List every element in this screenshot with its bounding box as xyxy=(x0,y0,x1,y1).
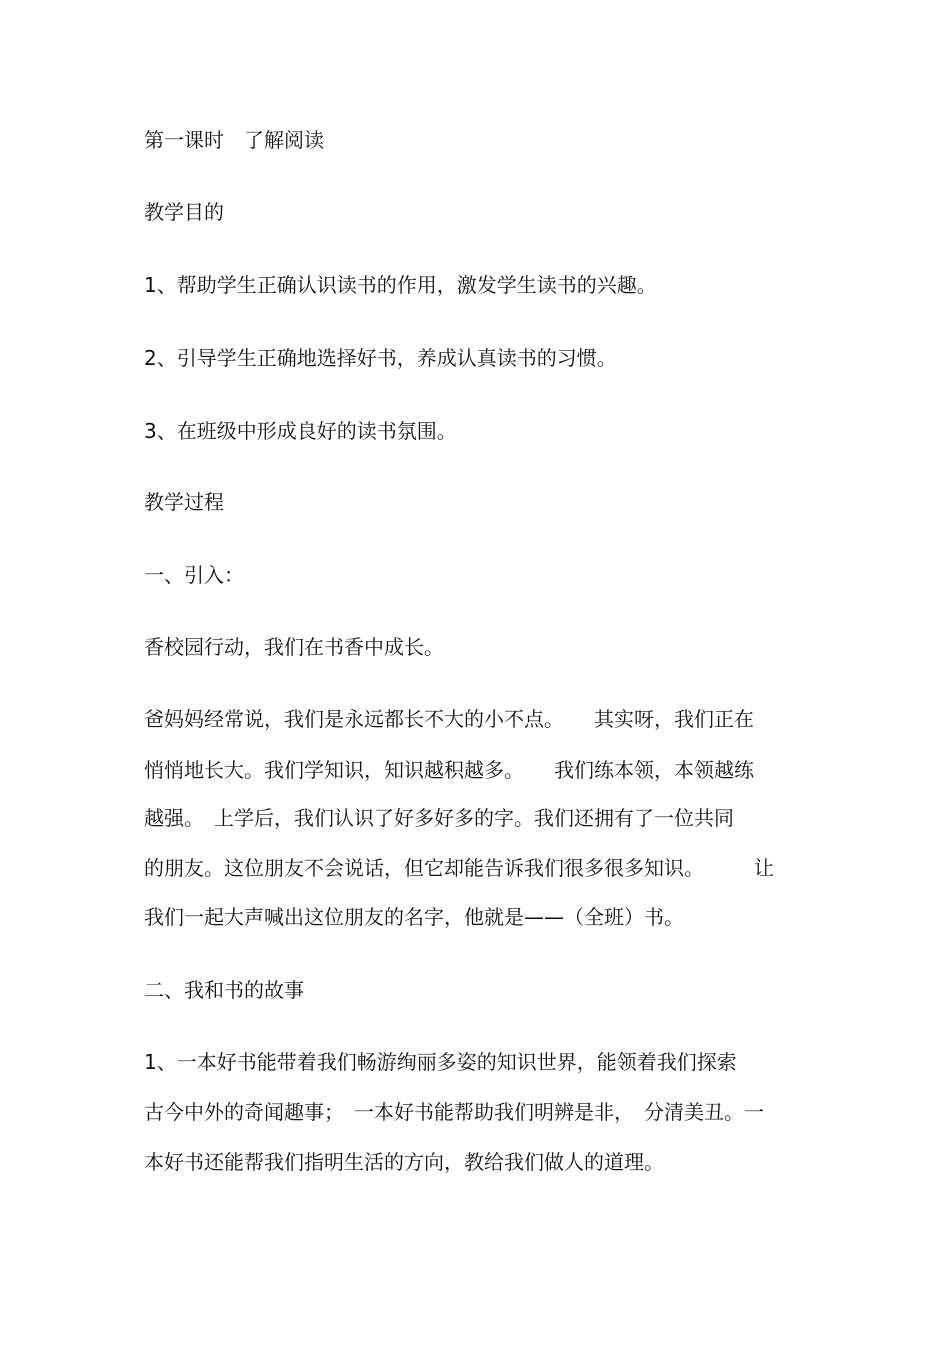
section1-intro: 香校园行动，我们在书香中成长。 xyxy=(144,635,444,659)
section1-paragraph-line: 我们一起大声喊出这位朋友的名字，他就是——（全班）书。 xyxy=(144,905,684,929)
process-heading: 教学过程 xyxy=(144,490,224,514)
section2-heading: 二、我和书的故事 xyxy=(144,978,304,1002)
objective-item: 2、引导学生正确地选择好书，养成认真读书的习惯。 xyxy=(144,346,617,370)
section1-paragraph-line: 越强。 上学后，我们认识了好多好多的字。我们还拥有了一位共同 xyxy=(144,806,734,830)
section2-paragraph-line: 古今中外的奇闻趣事； 一本好书能帮助我们明辨是非， 分清美丑。一 xyxy=(144,1100,764,1124)
section1-paragraph-line: 的朋友。这位朋友不会说话，但它却能告诉我们很多很多知识。 让 xyxy=(144,856,774,880)
objective-item: 3、在班级中形成良好的读书氛围。 xyxy=(144,419,457,443)
section1-heading: 一、引入： xyxy=(144,563,244,587)
section2-paragraph-line: 1、一本好书能带着我们畅游绚丽多姿的知识世界，能领着我们探索 xyxy=(144,1050,737,1074)
objectives-heading: 教学目的 xyxy=(144,200,224,224)
section2-paragraph-line: 本好书还能帮我们指明生活的方向，教给我们做人的道理。 xyxy=(144,1150,664,1174)
section1-paragraph-line: 悄悄地长大。我们学知识，知识越积越多。 我们练本领，本领越练 xyxy=(144,758,754,782)
lesson-title: 第一课时 了解阅读 xyxy=(144,128,324,152)
section1-paragraph-line: 爸妈妈经常说，我们是永远都长不大的小不点。 其实呀，我们正在 xyxy=(144,707,754,731)
objective-item: 1、帮助学生正确认识读书的作用，激发学生读书的兴趣。 xyxy=(144,273,657,297)
